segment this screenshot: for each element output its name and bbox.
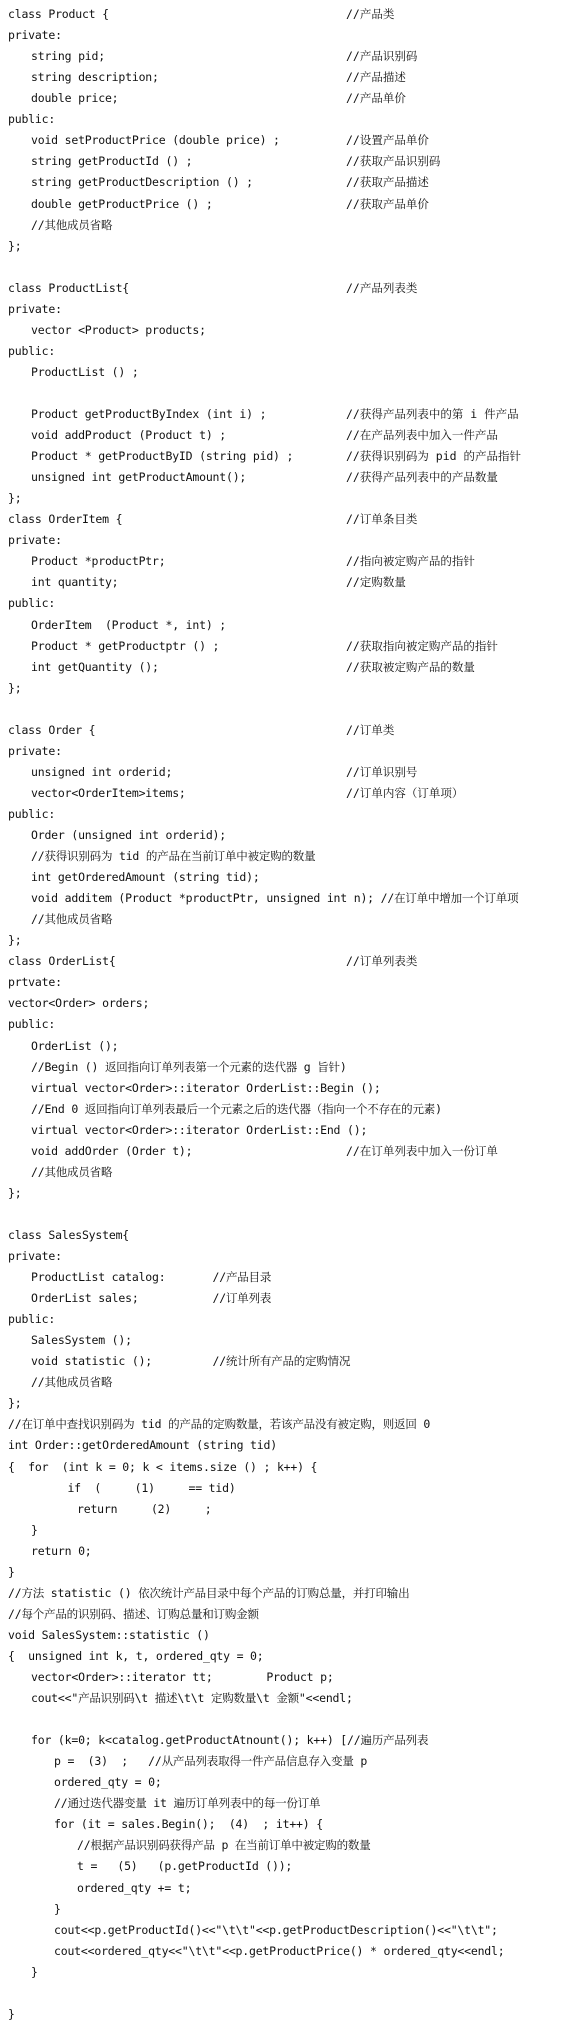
code-text: //通过迭代器变量 it 遍历订单列表中的每一份订单 — [54, 1796, 321, 1811]
code-text: //Begin () 返回指向订单列表第一个元素的迭代器 g 旨针) — [31, 1059, 347, 1074]
code-text: }; — [8, 1185, 22, 1200]
code-line — [0, 88, 569, 109]
code-line — [0, 1036, 569, 1057]
code-text: }; — [8, 933, 22, 948]
code-line — [0, 1499, 569, 1520]
code-text: public: — [8, 806, 56, 821]
code-line — [0, 425, 569, 446]
code-comment: //订单识别号 — [346, 764, 418, 779]
code-line — [0, 257, 569, 278]
code-text: public: — [8, 596, 56, 611]
code-line — [0, 657, 569, 678]
code-line — [0, 151, 569, 172]
code-line — [0, 1878, 569, 1899]
code-comment: //产品描述 — [346, 70, 406, 85]
code-text: Product getProductByIndex (int i) ; — [31, 406, 267, 421]
code-text: //End 0 返回指向订单列表最后一个元素之后的迭代器（指向一个不存在的元素) — [31, 1101, 442, 1116]
code-line — [0, 888, 569, 909]
code-line — [0, 404, 569, 425]
code-line — [0, 615, 569, 636]
code-text: OrderList sales; //订单列表 — [31, 1291, 272, 1305]
code-text: ProductList () ; — [31, 364, 139, 379]
code-comment: //获得产品列表中的第 i 件产品 — [346, 406, 519, 421]
code-text: return (2) ; — [77, 1501, 212, 1516]
code-text: ordered_qty += t; — [77, 1880, 192, 1895]
code-text: public: — [8, 1017, 56, 1032]
code-line — [0, 1793, 569, 1814]
code-text: class Order { — [8, 722, 96, 737]
code-line — [0, 1351, 569, 1372]
code-line — [0, 1435, 569, 1456]
code-text: class OrderList{ — [8, 954, 116, 969]
code-text: cout<<"产品识别码\t 描述\t\t 定购数量\t 金额"<<endl; — [31, 1691, 353, 1705]
code-line — [0, 1393, 569, 1414]
code-text: void additem (Product *productPtr, unsigned int n); //在订单中增加一个订单项 — [31, 891, 519, 906]
code-line — [0, 215, 569, 236]
code-text: int Order::getOrderedAmount (string tid) — [8, 1438, 277, 1453]
code-text: class Product { — [8, 7, 109, 21]
code-line — [0, 1730, 569, 1751]
code-line — [0, 467, 569, 488]
code-line — [0, 1057, 569, 1078]
code-text: string getProductId () ; — [31, 154, 193, 169]
code-text: ProductList catalog: //产品目录 — [31, 1270, 272, 1284]
code-text: //方法 statistic () 依次统计产品目录中每个产品的订购总量，并打印输出 — [8, 1585, 410, 1600]
code-line — [0, 1772, 569, 1793]
code-comment: //订单条目类 — [346, 512, 418, 527]
code-text: if ( (1) == tid) — [54, 1480, 236, 1495]
code-line — [0, 1457, 569, 1478]
code-line — [0, 1856, 569, 1877]
code-text: } — [31, 1964, 38, 1979]
code-line — [0, 236, 569, 257]
code-line — [0, 1120, 569, 1141]
code-line — [0, 972, 569, 993]
code-text: } — [8, 2006, 15, 2021]
code-text: SalesSystem (); — [31, 1333, 132, 1348]
code-line — [0, 488, 569, 509]
code-line — [0, 1309, 569, 1330]
code-comment: //获取产品单价 — [346, 196, 429, 211]
code-line — [0, 320, 569, 341]
code-text: //其他成员省略 — [31, 217, 113, 232]
code-line — [0, 1625, 569, 1646]
code-line — [0, 446, 569, 467]
code-text: //获得识别码为 tid 的产品在当前订单中被定购的数量 — [31, 849, 316, 863]
code-line — [0, 1372, 569, 1393]
code-line — [0, 1183, 569, 1204]
code-text: Product * getProductByID (string pid) ; — [31, 449, 294, 464]
code-line — [0, 572, 569, 593]
code-comment: //设置产品单价 — [346, 133, 429, 148]
code-text: int getQuantity (); — [31, 659, 159, 674]
code-text: for (k=0; k<catalog.getProductAtnount(); k++) [//遍历产品列表 — [31, 1733, 429, 1748]
code-line — [0, 551, 569, 572]
code-line — [0, 593, 569, 614]
code-line — [0, 67, 569, 88]
code-text: } — [54, 1901, 61, 1916]
code-text: vector<Order> orders; — [8, 996, 150, 1011]
code-line — [0, 909, 569, 930]
code-line — [0, 46, 569, 67]
code-text: cout<<ordered_qty<<"\t\t"<<p.getProductPrice() * ordered_qty<<endl; — [54, 1943, 505, 1958]
code-comment: //定购数量 — [346, 575, 406, 590]
code-text: ordered_qty = 0; — [54, 1775, 162, 1790]
code-line — [0, 1078, 569, 1099]
code-text: vector<OrderItem>items; — [31, 785, 186, 800]
code-comment: //指向被定购产品的指针 — [346, 554, 475, 569]
code-line — [0, 362, 569, 383]
code-text: //其他成员省略 — [31, 1164, 113, 1179]
code-line — [0, 867, 569, 888]
code-line — [0, 951, 569, 972]
code-line — [0, 2004, 569, 2025]
code-text: }; — [8, 491, 22, 506]
code-text: void addProduct (Product t) ; — [31, 428, 226, 442]
code-line — [0, 1983, 569, 2004]
code-comment: //获取指向被定购产品的指针 — [346, 638, 498, 653]
code-text: //根据产品识别码获得产品 p 在当前订单中被定购的数量 — [77, 1838, 371, 1853]
code-line — [0, 1225, 569, 1246]
code-comment: //获得识别码为 pid 的产品指针 — [346, 449, 521, 464]
code-comment: //订单列表类 — [346, 954, 418, 969]
code-line — [0, 4, 569, 25]
code-line — [0, 1814, 569, 1835]
code-text: unsigned int getProductAmount(); — [31, 470, 247, 485]
code-text: virtual vector<Order>::iterator OrderList::Begin (); — [31, 1080, 381, 1095]
code-line — [0, 1541, 569, 1562]
code-line — [0, 1709, 569, 1730]
code-text: OrderList (); — [31, 1038, 119, 1053]
code-text: void addOrder (Order t); — [31, 1143, 193, 1158]
code-text: Product *productPtr; — [31, 554, 166, 569]
code-text: class SalesSystem{ — [8, 1227, 130, 1242]
code-line — [0, 825, 569, 846]
code-line — [0, 509, 569, 530]
code-line — [0, 1667, 569, 1688]
code-line — [0, 194, 569, 215]
code-line — [0, 720, 569, 741]
code-text: private: — [8, 301, 62, 316]
code-line — [0, 130, 569, 151]
code-comment: //订单内容（订单项） — [346, 785, 464, 800]
code-line — [0, 341, 569, 362]
code-line — [0, 1014, 569, 1035]
code-line — [0, 1562, 569, 1583]
code-text: string pid; — [31, 49, 105, 64]
code-text: //每个产品的识别码、描述、订购总量和订购金额 — [8, 1606, 259, 1621]
code-text: }; — [8, 680, 22, 695]
code-text: vector <Product> products; — [31, 322, 206, 337]
code-line — [0, 636, 569, 657]
code-text: { for (int k = 0; k < items.size () ; k++) { — [8, 1459, 318, 1474]
code-comment: //订单类 — [346, 722, 395, 737]
code-line — [0, 762, 569, 783]
code-comment: //产品单价 — [346, 91, 406, 106]
code-line — [0, 1835, 569, 1856]
code-line — [0, 1267, 569, 1288]
code-line — [0, 1751, 569, 1772]
code-line — [0, 993, 569, 1014]
code-text: private: — [8, 1249, 62, 1263]
code-text: t = (5) (p.getProductId ()); — [77, 1859, 293, 1874]
code-comment: //产品列表类 — [346, 280, 418, 295]
code-text: //其他成员省略 — [31, 912, 113, 927]
code-line — [0, 1941, 569, 1962]
code-line — [0, 678, 569, 699]
code-text: cout<<p.getProductId()<<"\t\t"<<p.getProductDescription()<<"\t\t"; — [54, 1922, 498, 1937]
code-line — [0, 1899, 569, 1920]
code-text: double getProductPrice () ; — [31, 196, 213, 211]
code-line — [0, 1604, 569, 1625]
code-line — [0, 741, 569, 762]
code-text: int quantity; — [31, 575, 119, 590]
code-line — [0, 1099, 569, 1120]
code-text: Order (unsigned int orderid); — [31, 828, 226, 842]
code-line — [0, 530, 569, 551]
code-text: vector<Order>::iterator tt; Product p; — [31, 1670, 334, 1684]
code-text: void SalesSystem::statistic () — [8, 1627, 210, 1642]
code-line — [0, 278, 569, 299]
code-text: void statistic (); //统计所有产品的定购情况 — [31, 1354, 351, 1369]
code-comment: //在订单列表中加入一份订单 — [346, 1143, 498, 1158]
code-text: Product * getProductptr () ; — [31, 638, 220, 653]
code-comment: //产品类 — [346, 7, 395, 21]
code-line — [0, 1288, 569, 1309]
code-line — [0, 172, 569, 193]
code-text: for (it = sales.Begin(); (4) ; it++) { — [54, 1817, 323, 1832]
code-text: class OrderItem { — [8, 512, 123, 527]
code-line — [0, 846, 569, 867]
code-text: int getOrderedAmount (string tid); — [31, 870, 260, 885]
code-text: void setProductPrice (double price) ; — [31, 133, 280, 148]
code-line — [0, 1204, 569, 1225]
code-text: virtual vector<Order>::iterator OrderList::End (); — [31, 1122, 368, 1137]
code-line — [0, 699, 569, 720]
code-text: public: — [8, 1312, 56, 1327]
code-text: public: — [8, 343, 56, 358]
code-line — [0, 930, 569, 951]
code-line — [0, 1478, 569, 1499]
code-line — [0, 1162, 569, 1183]
code-comment: //获取产品识别码 — [346, 154, 441, 169]
code-comment: //在产品列表中加入一件产品 — [346, 428, 498, 442]
code-text: //在订单中查找识别码为 tid 的产品的定购数量，若该产品没有被定购，则返回 0 — [8, 1417, 431, 1432]
code-line — [0, 783, 569, 804]
code-line — [0, 299, 569, 320]
code-text: public: — [8, 112, 56, 127]
code-text: string getProductDescription () ; — [31, 175, 253, 190]
code-line — [0, 383, 569, 404]
code-text: prtvate: — [8, 975, 62, 990]
code-text: } — [8, 1564, 15, 1579]
code-line — [0, 25, 569, 46]
code-line — [0, 1688, 569, 1709]
code-line — [0, 804, 569, 825]
code-text: double price; — [31, 91, 119, 106]
code-line — [0, 1246, 569, 1267]
code-comment: //获取被定购产品的数量 — [346, 659, 475, 674]
code-line — [0, 1141, 569, 1162]
code-text: }; — [8, 1396, 22, 1411]
code-line — [0, 109, 569, 130]
code-text: return 0; — [31, 1543, 92, 1558]
code-line — [0, 1920, 569, 1941]
code-line — [0, 1583, 569, 1604]
code-text: { unsigned int k, t, ordered_qty = 0; — [8, 1648, 264, 1663]
code-line — [0, 1962, 569, 1983]
code-text: private: — [8, 533, 62, 548]
code-comment: //获取产品描述 — [346, 175, 429, 190]
code-line — [0, 1646, 569, 1667]
code-text: string description; — [31, 70, 159, 85]
code-text: p = (3) ; //从产品列表取得一件产品信息存入变量 p — [54, 1754, 368, 1769]
code-text: OrderItem (Product *, int) ; — [31, 617, 226, 632]
code-line — [0, 1414, 569, 1435]
code-comment: //产品识别码 — [346, 49, 418, 64]
code-text: private: — [8, 743, 62, 758]
code-text: //其他成员省略 — [31, 1375, 113, 1390]
code-text: }; — [8, 238, 22, 253]
code-text: class ProductList{ — [8, 280, 130, 295]
code-comment: //获得产品列表中的产品数量 — [346, 470, 498, 485]
code-line — [0, 1520, 569, 1541]
code-text: private: — [8, 28, 62, 43]
code-line — [0, 1330, 569, 1351]
code-text: } — [31, 1522, 38, 1537]
code-text: unsigned int orderid; — [31, 764, 173, 779]
